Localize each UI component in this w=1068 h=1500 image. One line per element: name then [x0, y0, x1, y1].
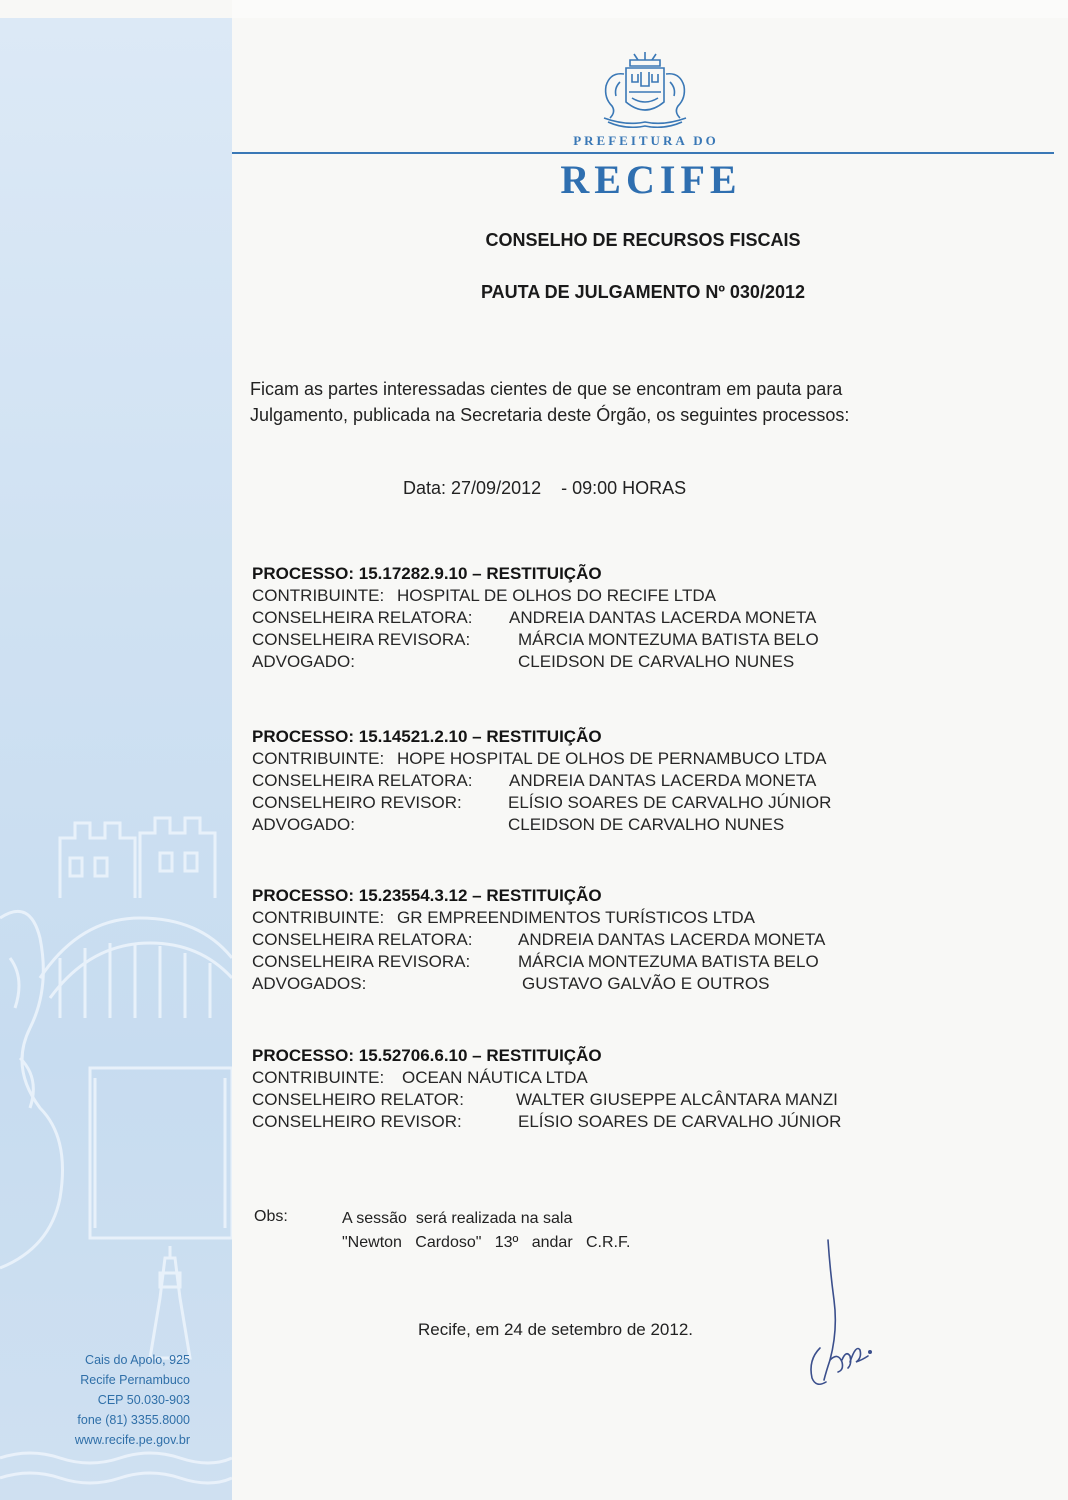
- process-header: PROCESSO: 15.23554.3.12 – RESTITUIÇÃO: [252, 886, 602, 905]
- row-label: ADVOGADOS:: [252, 974, 367, 993]
- obs-label: Obs:: [254, 1208, 288, 1225]
- phone-line: fone (81) 3355.8000: [77, 1413, 190, 1427]
- row-value: ANDREIA DANTAS LACERDA MONETA: [509, 608, 817, 627]
- sidebar-emblem-watermark: [0, 18, 232, 1500]
- row-label: CONSELHEIRO REVISOR:: [252, 793, 462, 812]
- brand-recife-text: RECIFE: [560, 157, 742, 202]
- intro-line-2: Julgamento, publicada na Secretaria deste Órgão, os seguintes processos:: [250, 405, 850, 425]
- address-line: Cais do Apolo, 925: [85, 1353, 190, 1367]
- row-value: OCEAN NÁUTICA LTDA: [402, 1068, 588, 1087]
- row-label: CONSELHEIRA RELATORA:: [252, 930, 473, 949]
- row-label: CONTRIBUINTE:: [252, 749, 385, 768]
- process-row: [252, 973, 972, 995]
- process-row: [252, 792, 972, 814]
- intro-paragraph: [250, 376, 1010, 428]
- row-label: CONTRIBUINTE:: [252, 586, 385, 605]
- contact-address: [30, 1350, 190, 1450]
- address-line: Recife Pernambuco: [80, 1373, 190, 1387]
- agenda-title: PAUTA DE JULGAMENTO Nº 030/2012: [481, 282, 805, 302]
- row-value: MÁRCIA MONTEZUMA BATISTA BELO: [518, 952, 819, 971]
- row-value: ELÍSIO SOARES DE CARVALHO JÚNIOR: [508, 793, 832, 812]
- row-label: CONSELHEIRA REVISORA:: [252, 952, 471, 971]
- row-value: CLEIDSON DE CARVALHO NUNES: [508, 815, 785, 834]
- brand-prefeitura-text: PREFEITURA DO: [573, 133, 719, 148]
- row-label: CONSELHEIRA RELATORA:: [252, 771, 473, 790]
- process-row: [252, 1089, 972, 1111]
- session-date: Data: 27/09/2012: [403, 478, 542, 498]
- process-row: [252, 629, 972, 651]
- row-value: CLEIDSON DE CARVALHO NUNES: [518, 652, 795, 671]
- row-label: CONTRIBUINTE:: [252, 1068, 385, 1087]
- row-value: ANDREIA DANTAS LACERDA MONETA: [509, 771, 817, 790]
- process-header: PROCESSO: 15.17282.9.10 – RESTITUIÇÃO: [252, 564, 602, 583]
- process-row: [252, 814, 972, 836]
- row-label: ADVOGADO:: [252, 652, 355, 671]
- obs-note: [342, 1207, 630, 1255]
- row-value: ELÍSIO SOARES DE CARVALHO JÚNIOR: [518, 1112, 842, 1131]
- row-value: GUSTAVO GALVÃO E OUTROS: [522, 974, 770, 993]
- row-label: CONSELHEIRO REVISOR:: [252, 1112, 462, 1131]
- website-link[interactable]: www.recife.pe.gov.br: [74, 1433, 190, 1447]
- process-row: [252, 1111, 972, 1133]
- intro-line-1: Ficam as partes interessadas cientes de que se encontram em pauta para: [250, 379, 843, 399]
- row-value: MÁRCIA MONTEZUMA BATISTA BELO: [518, 630, 819, 649]
- process-row: [252, 929, 972, 951]
- place-date: Recife, em 24 de setembro de 2012.: [418, 1320, 693, 1339]
- sidebar-panel: [0, 18, 232, 1500]
- row-label: CONSELHEIRA REVISORA:: [252, 630, 471, 649]
- process-header: PROCESSO: 15.52706.6.10 – RESTITUIÇÃO: [252, 1046, 602, 1065]
- header-rule: [232, 152, 1054, 154]
- obs-line-2: "Newton Cardoso" 13º andar C.R.F.: [342, 1234, 631, 1251]
- process-row: [252, 951, 972, 973]
- council-title: CONSELHO DE RECURSOS FISCAIS: [485, 230, 801, 250]
- row-label: ADVOGADO:: [252, 815, 355, 834]
- address-line: CEP 50.030-903: [97, 1393, 190, 1407]
- process-row: [252, 907, 972, 929]
- row-value: WALTER GIUSEPPE ALCÂNTARA MANZI: [516, 1090, 838, 1109]
- process-header: PROCESSO: 15.14521.2.10 – RESTITUIÇÃO: [252, 727, 602, 746]
- row-value: HOPE HOSPITAL DE OLHOS DE PERNAMBUCO LTDA: [397, 749, 827, 768]
- handwritten-signature: [790, 1210, 890, 1390]
- session-datetime: [403, 478, 686, 499]
- process-block: [252, 563, 972, 673]
- process-row: [252, 607, 972, 629]
- row-value: GR EMPREENDIMENTOS TURÍSTICOS LTDA: [397, 908, 755, 927]
- row-value: HOSPITAL DE OLHOS DO RECIFE LTDA: [397, 586, 716, 605]
- session-time: - 09:00 HORAS: [561, 478, 687, 498]
- process-row: [252, 651, 972, 673]
- process-row: [252, 1067, 972, 1089]
- process-block: [252, 885, 972, 995]
- process-row: [252, 770, 972, 792]
- row-label: CONTRIBUINTE:: [252, 908, 385, 927]
- process-row: [252, 585, 972, 607]
- city-crest-logo: [596, 52, 694, 128]
- process-block: [252, 726, 972, 836]
- obs-line-1: A sessão será realizada na sala: [342, 1210, 573, 1227]
- top-margin: [232, 0, 1068, 18]
- process-row: [252, 748, 972, 770]
- row-value: ANDREIA DANTAS LACERDA MONETA: [518, 930, 826, 949]
- row-label: CONSELHEIRO RELATOR:: [252, 1090, 464, 1109]
- process-block: [252, 1045, 972, 1133]
- row-label: CONSELHEIRA RELATORA:: [252, 608, 473, 627]
